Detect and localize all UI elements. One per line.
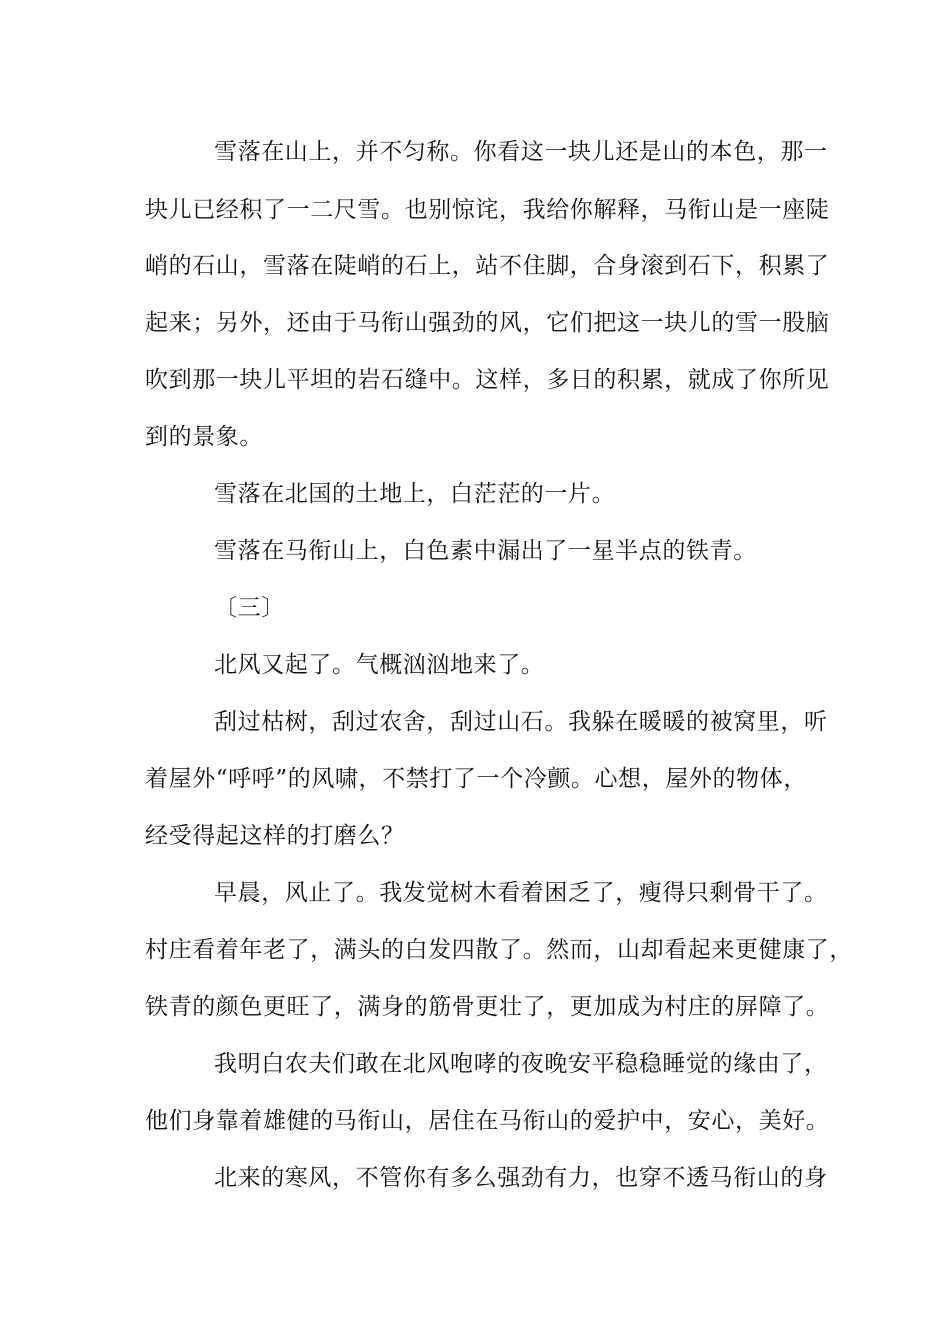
text-line: 峭的石山，雪落在陡峭的石上，站不住脚，合身滚到石下，积累了	[145, 253, 830, 279]
text-line: 北风又起了。气概汹汹地来了。	[214, 652, 545, 678]
text-line: 到的景象。	[145, 424, 263, 450]
text-line: 北来的寒风，不管你有多么强劲有力，也穿不透马衔山的身	[214, 1165, 828, 1191]
text-line: 铁青的颜色更旺了，满身的筋骨更壮了，更加成为村庄的屏障了。	[145, 994, 830, 1020]
text-line: 雪落在马衔山上，白色素中漏出了一星半点的铁青。	[214, 538, 757, 564]
text-line: 刮过枯树，刮过农舍，刮过山石。我躲在暖暖的被窝里，听	[214, 709, 828, 735]
text-line: 雪落在山上，并不匀称。你看这一块儿还是山的本色，那一	[214, 139, 828, 165]
text-line: 我明白农夫们敢在北风咆哮的夜晚安平稳稳睡觉的缘由了，	[214, 1051, 828, 1077]
text-line: 起来；另外，还由于马衔山强劲的风，它们把这一块儿的雪一股脑	[145, 310, 830, 336]
text-line: 村庄看着年老了，满头的白发四散了。然而，山却看起来更健康了，	[145, 937, 853, 963]
text-line: 吹到那一块儿平坦的岩石缝中。这样，多日的积累，就成了你所见	[145, 367, 830, 393]
text-line: 雪落在北国的土地上，白茫茫的一片。	[214, 481, 616, 507]
text-line: 着屋外“呼呼”的风啸，不禁打了一个冷颤。心想，屋外的物体，	[145, 766, 807, 792]
section-heading: 〔三〕	[214, 595, 285, 621]
text-line: 早晨，风止了。我发觉树木看着困乏了，瘦得只剩骨干了。	[214, 880, 828, 906]
text-line: 他们身靠着雄健的马衔山，居住在马衔山的爱护中，安心，美好。	[145, 1108, 830, 1134]
text-line: 经受得起这样的打磨么？	[145, 823, 405, 849]
text-line: 块儿已经积了一二尺雪。也别惊诧，我给你解释，马衔山是一座陡	[145, 197, 830, 223]
